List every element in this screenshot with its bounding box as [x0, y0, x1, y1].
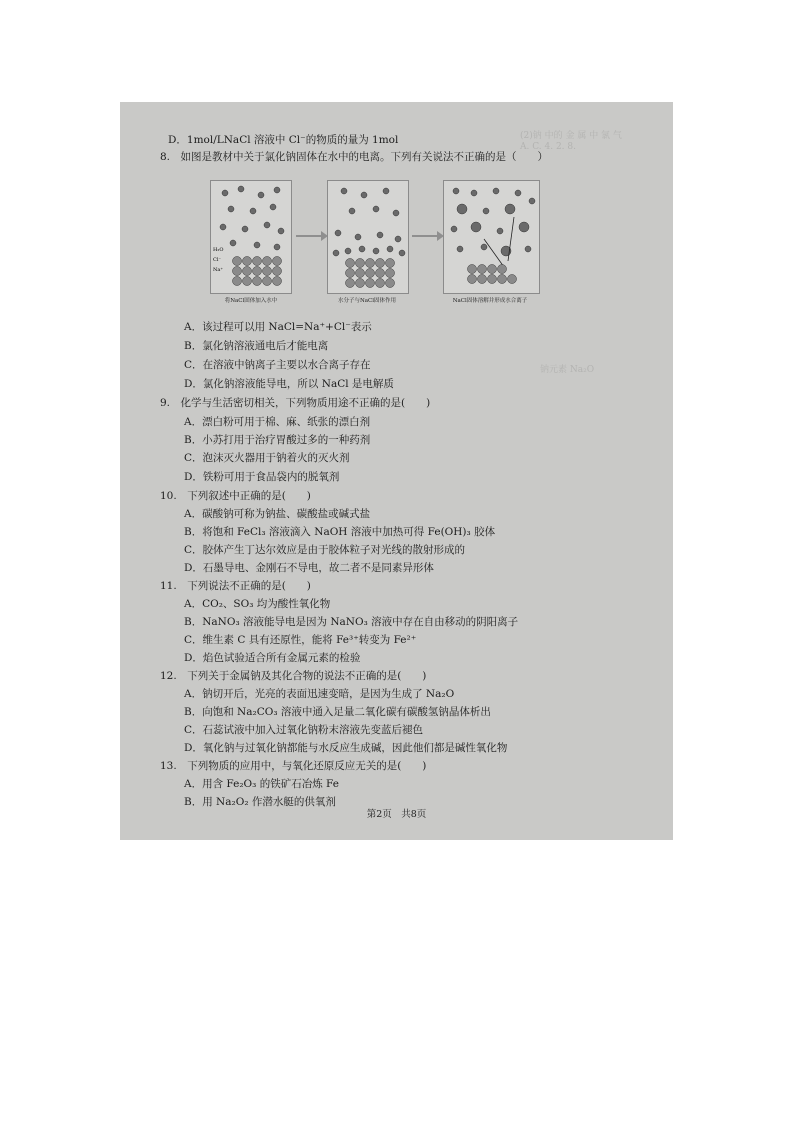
q9-option-b: B．小苏打用于治疗胃酸过多的一种药剂	[184, 434, 371, 446]
question-13: 13. 下列物质的应用中，与氧化还原反应无关的是( )	[160, 760, 427, 772]
figure-panel-3	[443, 180, 540, 294]
question-12: 12. 下列关于金属钠及其化合物的说法不正确的是( )	[160, 670, 427, 682]
q10-option-d: D．石墨导电、金刚石不导电，故二者不是同素异形体	[184, 562, 434, 574]
q10-option-a: A．碳酸钠可称为钠盐、碳酸盐或碱式盐	[184, 508, 371, 520]
bleed-through-text: (2)钠 中的 金 属 中 氯 气	[520, 131, 622, 141]
caption-3: NaCl固体溶解并形成水合离子	[452, 298, 528, 304]
bleed-through-text: A. C. 4. 2. 8.	[520, 142, 576, 152]
figure-panel-1	[210, 180, 292, 294]
caption-2: 水分子与NaCl固体作用	[337, 298, 397, 304]
q9-option-c: C．泡沫灭火器用于钠着火的灭火剂	[184, 452, 350, 464]
q10-option-b: B．将饱和 FeCl₃ 溶液滴入 NaOH 溶液中加热可得 Fe(OH)₃ 胶体	[184, 526, 496, 538]
q12-option-c: C．石蕊试液中加入过氧化钠粉末溶液先变蓝后褪色	[184, 724, 424, 736]
q12-option-d: D．氧化钠与过氧化钠都能与水反应生成碱，因此他们都是碱性氧化物	[184, 742, 508, 754]
q13-option-b: B．用 Na₂O₂ 作潜水艇的供氧剂	[184, 796, 336, 808]
q10-option-c: C．胶体产生丁达尔效应是由于胶体粒子对光线的散射形成的	[184, 544, 466, 556]
arrow-icon	[296, 235, 322, 237]
bleed-through-text: 钠元素 Na₂O	[540, 365, 595, 375]
q8-option-b: B．氯化钠溶液通电后才能电离	[184, 340, 329, 352]
q11-option-c: C．维生素 C 具有还原性，能将 Fe³⁺转变为 Fe²⁺	[184, 634, 417, 646]
q9-option-d: D．铁粉可用于食品袋内的脱氧剂	[184, 471, 340, 483]
arrow-icon	[412, 235, 438, 237]
question-8: 8. 如图是教材中关于氯化钠固体在水中的电离。下列有关说法不正确的是（ ）	[160, 151, 549, 163]
q11-option-a: A．CO₂、SO₃ 均为酸性氧化物	[184, 598, 331, 610]
q8-option-d: D．氯化钠溶液能导电，所以 NaCl 是电解质	[184, 378, 394, 390]
question-11: 11. 下列说法不正确的是( )	[160, 580, 311, 592]
caption-1: 将NaCl固体加入水中	[224, 298, 278, 304]
figure-panel-2	[327, 180, 409, 294]
label-h2o: H₂O	[213, 247, 224, 253]
label-cl: Cl⁻	[213, 257, 222, 263]
hydrated-ions-drawing	[444, 181, 539, 293]
q9-option-a: A．漂白粉可用于棉、麻、纸张的漂白剂	[184, 416, 371, 428]
question-9: 9. 化学与生活密切相关，下列物质用途不正确的是( )	[160, 397, 431, 409]
exam-page	[120, 102, 673, 840]
water-molecules-drawing	[211, 181, 291, 293]
label-na: Na⁺	[213, 267, 223, 273]
q11-option-d: D．焰色试验适合所有金属元素的检验	[184, 652, 361, 664]
q8-option-c: C．在溶液中钠离子主要以水合离子存在	[184, 359, 371, 371]
q12-option-b: B．向饱和 Na₂CO₃ 溶液中通入足量二氧化碳有碳酸氢钠晶体析出	[184, 706, 491, 718]
q11-option-b: B．NaNO₃ 溶液能导电是因为 NaNO₃ 溶液中存在自由移动的阴阳离子	[184, 616, 519, 628]
q13-option-a: A．用含 Fe₂O₃ 的铁矿石冶炼 Fe	[184, 778, 339, 790]
q12-option-a: A．钠切开后，光亮的表面迅速变暗，是因为生成了 Na₂O	[184, 688, 455, 700]
q8-option-a: A．该过程可以用 NaCl=Na⁺+Cl⁻表示	[184, 321, 372, 333]
question-10: 10. 下列叙述中正确的是( )	[160, 490, 311, 502]
q7-option-d: D．1mol/LNaCl 溶液中 Cl⁻的物质的量为 1mol	[168, 134, 399, 146]
water-molecules-drawing	[328, 181, 408, 293]
page-footer: 第2页 共8页	[366, 809, 427, 820]
